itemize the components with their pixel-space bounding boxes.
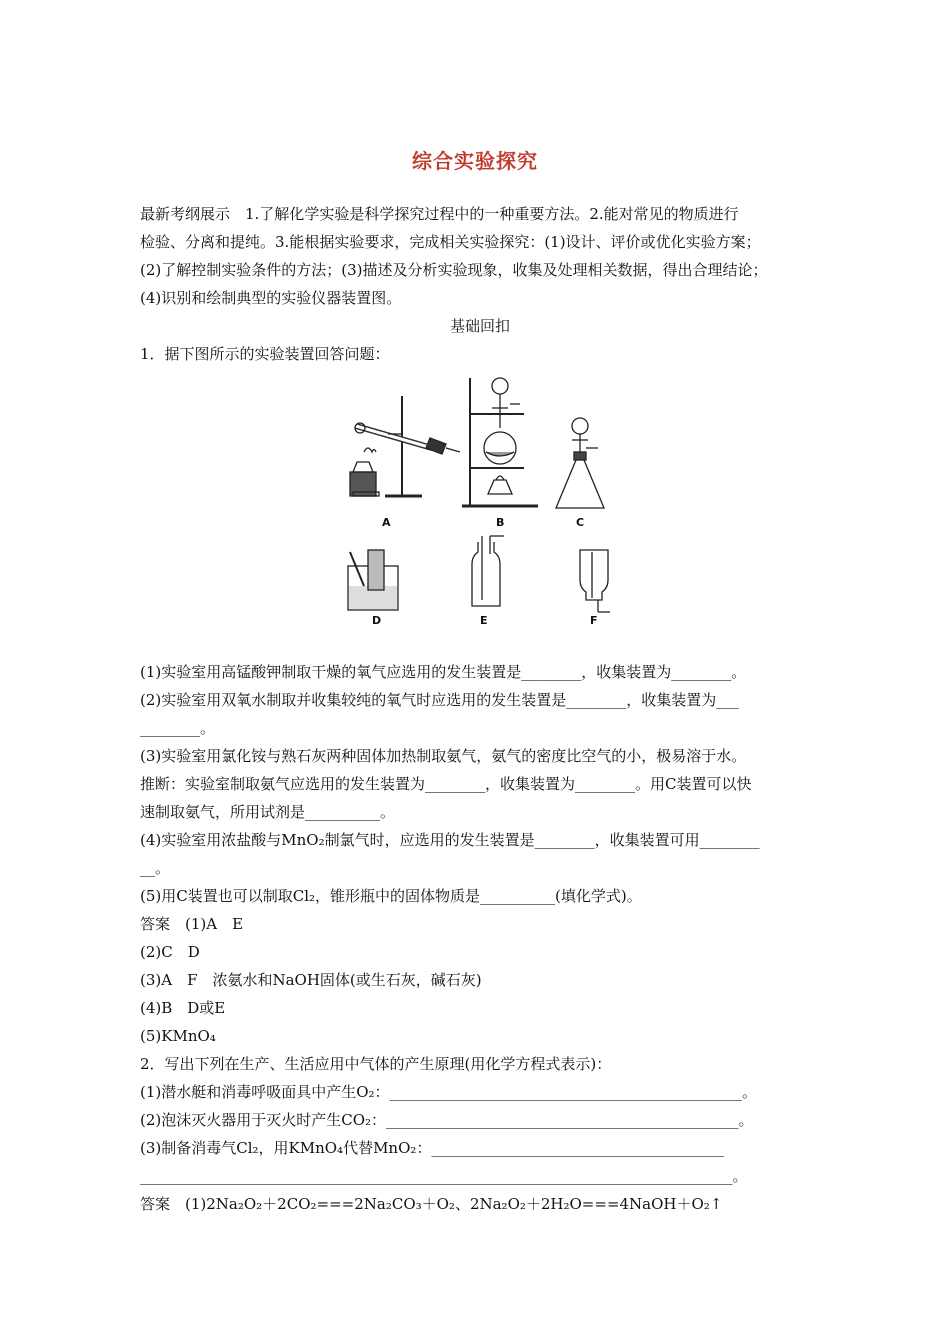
q2-part: (2)泡沫灭火器用于灭火时产生CO₂：_______________________________________________。 xyxy=(140,1111,754,1129)
q1-part: (3)实验室用氯化铵与熟石灰两种固体加热制取氨气，氨气的密度比空气的小，极易溶于水。 xyxy=(140,747,747,765)
figure-label-e: E xyxy=(480,614,488,627)
apparatus-f-icon xyxy=(580,550,610,612)
section-heading: 基础回扣 xyxy=(449,317,510,335)
q1-stem: 1．据下图所示的实验装置回答问题： xyxy=(140,345,390,363)
q1-part: ________。 xyxy=(140,719,216,737)
figure-label-d: D xyxy=(372,614,382,627)
q1-part: (1)实验室用高锰酸钾制取干燥的氧气应选用的发生装置是________，收集装置为________。 xyxy=(140,663,747,681)
intro-line: 检验、分离和提纯。3.能根据实验要求，完成相关实验探究：(1)设计、评价或优化实验方案； xyxy=(140,233,761,251)
q1-answer: 答案 (1)A E xyxy=(140,915,244,933)
figure-label-f: F xyxy=(590,614,598,627)
figure-label-c: C xyxy=(576,516,585,529)
document-body xyxy=(140,200,820,1218)
q2-stem: 2．写出下列在生产、生活应用中气体的产生原理(用化学方程式表示)： xyxy=(140,1055,612,1073)
figure-label-b: B xyxy=(496,516,505,529)
intro-line: (2)了解控制实验条件的方法；(3)描述及分析实验现象，收集及处理相关数据，得出合理结论； xyxy=(140,261,768,279)
intro-line: (4)识别和绘制典型的实验仪器装置图。 xyxy=(140,289,402,307)
q2-part: (3)制备消毒气Cl₂，用KMnO₄代替MnO₂：_______________________________________ xyxy=(140,1139,724,1157)
q1-part: (4)实验室用浓盐酸与MnO₂制氯气时，应选用的发生装置是________，收集装置可用________ xyxy=(140,831,760,849)
apparatus-a-icon xyxy=(350,396,460,496)
q1-answer: (2)C D xyxy=(140,943,200,961)
figure-label-a: A xyxy=(382,516,391,529)
apparatus-figure xyxy=(140,368,820,658)
q1-answer: (4)B D或E xyxy=(140,999,226,1017)
q1-part: (2)实验室用双氧水制取并收集较纯的氧气时应选用的发生装置是________，收集装置为___ xyxy=(140,691,739,709)
q1-answer: (5)KMnO₄ xyxy=(140,1027,216,1045)
apparatus-c-icon xyxy=(556,418,604,508)
q1-part: __。 xyxy=(140,859,171,877)
apparatus-e-icon xyxy=(472,536,504,606)
q2-part: (1)潜水艇和消毒呼吸面具中产生O₂：_______________________________________________。 xyxy=(140,1083,758,1101)
q1-part: 速制取氨气，所用试剂是__________。 xyxy=(140,803,396,821)
apparatus-b-icon xyxy=(462,378,538,506)
q1-part: 推断：实验室制取氨气应选用的发生装置为________，收集装置为________。用C装置可以快 xyxy=(140,775,752,793)
page-title: 综合实验探究 xyxy=(412,149,538,173)
q1-part: (5)用C装置也可以制取Cl₂，锥形瓶中的固体物质是__________(填化学式)。 xyxy=(140,887,642,905)
q2-part: _______________________________________________________________________________。 xyxy=(140,1167,748,1185)
q2-answer: 答案 (1)2Na₂O₂＋2CO₂===2Na₂CO₃＋O₂、2Na₂O₂＋2H₂O===4NaOH＋O₂↑ xyxy=(140,1195,723,1213)
q1-answer: (3)A F 浓氨水和NaOH固体(或生石灰，碱石灰) xyxy=(140,971,482,989)
apparatus-d-icon xyxy=(348,550,398,610)
intro-line: 最新考纲展示 1.了解化学实验是科学探究过程中的一种重要方法。2.能对常见的物质进行 xyxy=(140,205,739,223)
apparatus-diagram xyxy=(140,368,820,658)
